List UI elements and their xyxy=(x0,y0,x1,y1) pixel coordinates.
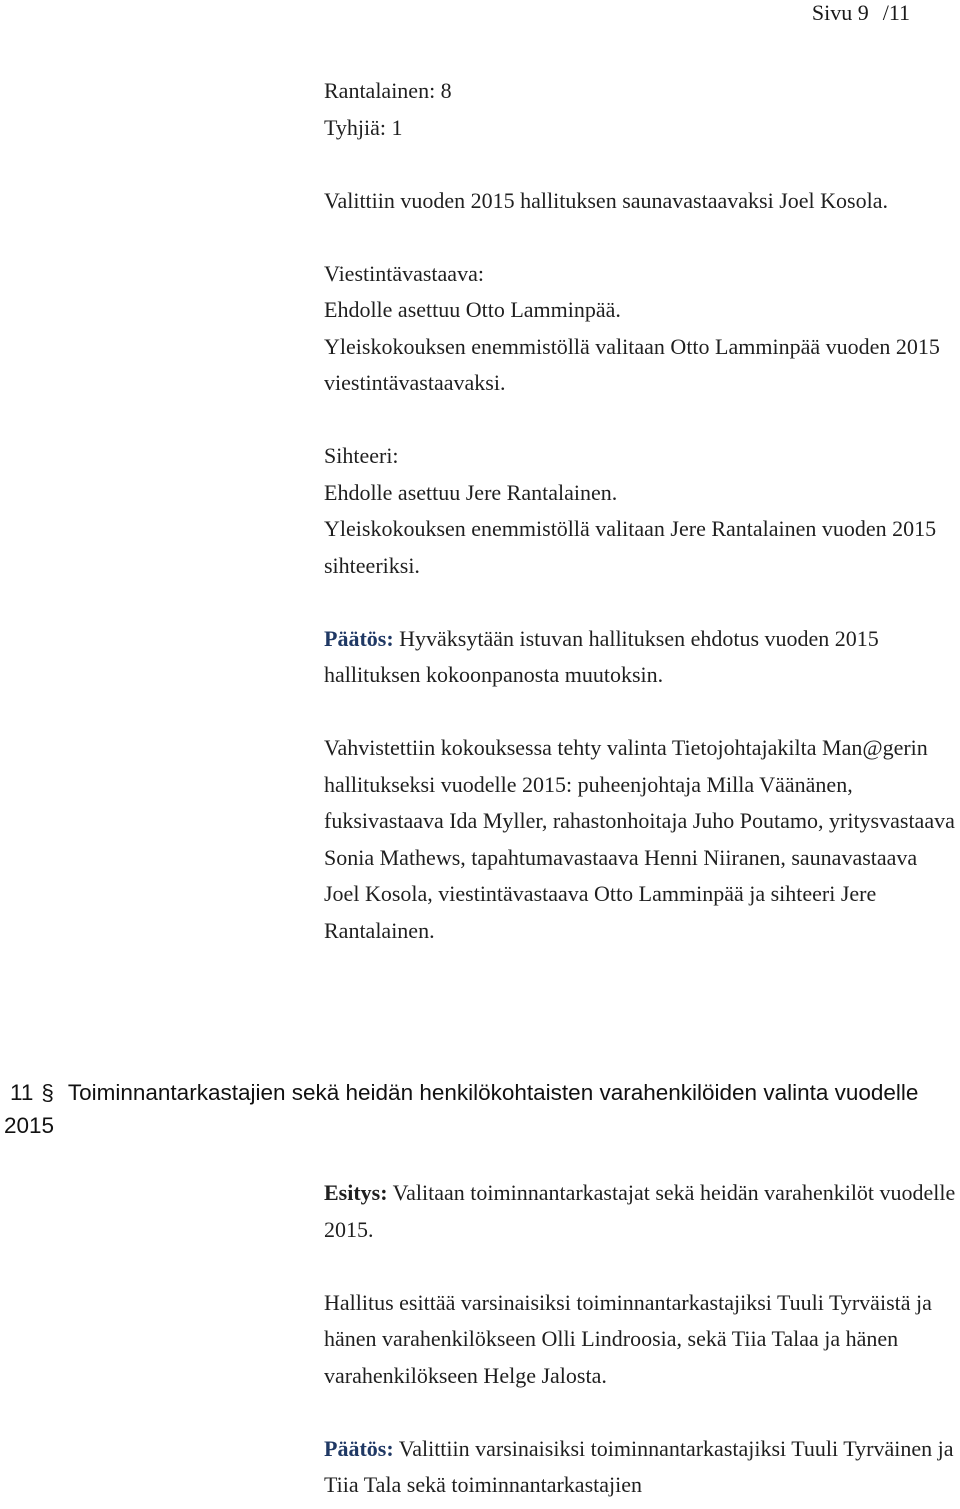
decision-paragraph xyxy=(324,621,956,694)
decision-label: Päätös: xyxy=(324,625,394,651)
auditor-decision-label: Päätös: xyxy=(324,1435,394,1461)
board-proposal-paragraph: Hallitus esittää varsinaisiksi toiminnantarkastajiksi Tuuli Tyrväistä ja hänen varahenkilökseen Olli Lindroosia, sekä Tiia Talaa ja hänen varahenkilökseen Helge Jalosta. xyxy=(324,1289,932,1388)
sihteeri-candidate: Ehdolle asettuu Jere Rantalainen. xyxy=(324,479,618,505)
sihteeri-result: Yleiskokouksen enemmistöllä valitaan Jere Rantalainen vuoden 2015 sihteeriksi. xyxy=(324,516,937,578)
viestinta-title: Viestintävastaava: xyxy=(324,260,484,286)
decision-text: Hyväksytään istuvan hallituksen ehdotus vuoden 2015 hallituksen kokoonpanosta muutoksin. xyxy=(324,625,879,687)
sihteeri-title: Sihteeri: xyxy=(324,443,399,468)
viestinta-candidate: Ehdolle asettuu Otto Lamminpää. xyxy=(324,297,621,322)
section-sign: § xyxy=(41,1080,54,1105)
confirmation-paragraph: Vahvistettiin kokouksessa tehty valinta Tietojohtajakilta Man@gerin hallitukseksi vuodelle 2015: puheenjohtaja Milla Väänänen, fuksivastaava Ida Myller, rahastonhoitaja Juho Poutamo, yritysvastaava Sonia Mathews, tapahtumavastaava Henni Niiranen, saunavastaava Joel Kosola, viestintävastaava Otto Lamminpää ja sihteeri Jere Rantalainen. xyxy=(324,735,955,943)
auditor-decision-text: Valittiin varsinaisiksi toiminnantarkastajiksi Tuuli Tyrväinen ja Tiia Tala sekä toiminnantarkastajien xyxy=(324,1435,954,1497)
page-total: /11 xyxy=(882,0,910,25)
section-heading xyxy=(4,1076,954,1142)
section-number: 11 xyxy=(10,1080,34,1105)
proposal-label: Esitys: xyxy=(324,1180,388,1205)
proposal-text: Valitaan toiminnantarkastajat sekä heidän varahenkilöt vuodelle 2015. xyxy=(324,1180,956,1242)
minutes-block-auditors xyxy=(324,1175,956,1504)
page-label: Sivu 9 xyxy=(811,0,869,25)
viestinta-result: Yleiskokouksen enemmistöllä valitaan Otto Lamminpää vuoden 2015 viestintävastaavaksi. xyxy=(324,333,940,395)
vote-count-line: Rantalainen: 8 xyxy=(324,78,452,103)
auditor-decision-paragraph xyxy=(324,1431,956,1504)
page-number xyxy=(812,0,910,26)
minutes-block-elections xyxy=(324,73,956,949)
sauna-result: Valittiin vuoden 2015 hallituksen saunavastaavaksi Joel Kosola. xyxy=(324,187,888,213)
viestinta-section xyxy=(324,256,956,402)
section-title: Toiminnantarkastajien sekä heidän henkilökohtaisten varahenkilöiden valinta vuodelle 2015 xyxy=(4,1080,919,1138)
vote-count-line: Tyhjiä: 1 xyxy=(324,114,403,140)
sihteeri-section xyxy=(324,438,956,584)
proposal-paragraph xyxy=(324,1175,956,1248)
